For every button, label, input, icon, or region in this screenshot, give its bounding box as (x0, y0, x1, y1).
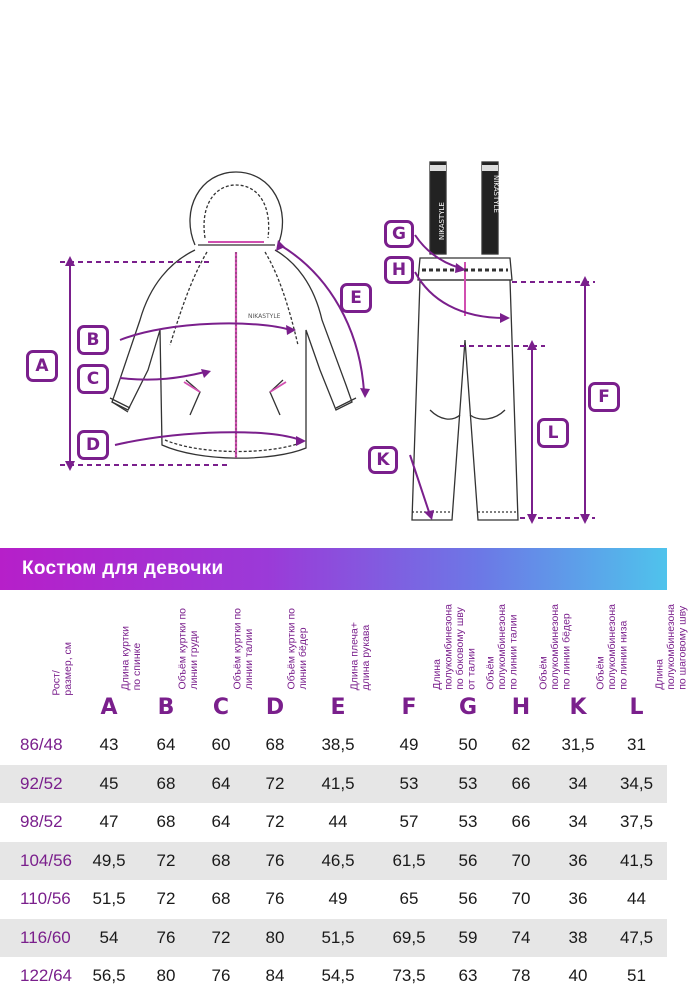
table-row (0, 880, 667, 918)
value-cell: 49 (328, 889, 348, 908)
column-letter-g: G (458, 695, 478, 720)
table-header (0, 590, 688, 726)
value-cell: 63 (458, 966, 478, 985)
value-cell: 45 (99, 773, 119, 793)
size-cell: 110/56 (20, 889, 71, 908)
value-cell: 36 (568, 850, 588, 870)
size-column-header (0, 590, 80, 726)
badge-d: D (77, 430, 109, 460)
column-label-d: Объём куртки по линии бёдер (285, 608, 309, 690)
value-cell: 68 (156, 812, 176, 831)
value-cell: 72 (211, 927, 231, 947)
value-cell: 44 (627, 889, 646, 908)
column-label-a: Длина куртки по спинке (119, 625, 143, 690)
column-header-e (302, 590, 374, 726)
value-cell: 72 (265, 773, 285, 793)
column-label-e: Длина плеча+ длина рукава (348, 621, 372, 690)
badge-k: K (368, 446, 398, 474)
column-header-g (444, 590, 520, 726)
value-cell: 56 (458, 889, 478, 908)
value-cell: 53 (458, 812, 478, 831)
value-cell: 37,5 (619, 812, 654, 831)
value-cell: 64 (211, 812, 231, 831)
size-cell: 104/56 (20, 850, 72, 870)
value-cell: 73,5 (392, 966, 426, 985)
column-letter-e: E (330, 695, 346, 720)
table-row (0, 919, 667, 957)
table-row (0, 842, 667, 880)
badge-c: C (77, 364, 109, 394)
value-cell: 60 (211, 735, 231, 754)
value-cell: 65 (399, 889, 419, 908)
value-cell: 49 (399, 735, 419, 754)
value-cell: 54 (99, 927, 119, 947)
value-cell: 68 (156, 773, 176, 793)
column-label-g: Объём полукомбинезона по линии талии (484, 604, 520, 690)
badge-h: H (384, 256, 414, 284)
value-cell: 74 (511, 927, 531, 947)
value-cell: 76 (211, 966, 231, 985)
value-cell: 66 (511, 812, 531, 831)
value-cell: 70 (511, 850, 531, 870)
value-cell: 50 (458, 735, 478, 754)
badge-e: E (340, 283, 372, 313)
value-cell: 57 (399, 812, 419, 831)
column-header-h (492, 590, 573, 726)
banner-title: Костюм для девочки (22, 558, 224, 579)
value-cell: 72 (265, 812, 285, 831)
column-label-l: Длина полукомбинезона по шаговому шву (652, 604, 688, 690)
value-cell: 62 (511, 735, 531, 754)
value-cell: 61,5 (392, 850, 426, 870)
value-cell: 31 (627, 735, 646, 754)
size-cell: 122/64 (20, 966, 72, 985)
column-header-l (606, 590, 688, 726)
value-cell: 51,5 (92, 889, 126, 908)
jacket-drawing (110, 172, 356, 458)
column-letter-a: A (100, 695, 118, 720)
column-letter-h: H (511, 695, 531, 720)
value-cell: 34,5 (619, 773, 654, 793)
value-cell: 36 (568, 889, 588, 908)
value-cell: 34 (568, 812, 588, 831)
column-header-c (194, 590, 255, 726)
column-letter-f: F (401, 695, 417, 720)
value-cell: 64 (211, 773, 231, 793)
column-label-f: Длина полукомбинезона по боковому шву от талии (431, 604, 478, 690)
table-row (0, 803, 667, 841)
badge-f: F (588, 382, 620, 412)
value-cell: 38 (568, 927, 588, 947)
column-label-b: Объём куртки по линии груди (176, 608, 200, 690)
value-cell: 80 (156, 966, 176, 985)
value-cell: 69,5 (392, 927, 426, 947)
value-cell: 80 (265, 927, 285, 947)
size-cell: 98/52 (20, 812, 63, 831)
value-cell: 68 (211, 850, 231, 870)
value-cell: 38,5 (321, 735, 355, 754)
value-cell: 76 (265, 850, 285, 870)
value-cell: 68 (211, 889, 231, 908)
value-cell: 56,5 (92, 966, 126, 985)
column-header-a (80, 590, 143, 726)
value-cell: 64 (156, 735, 176, 754)
size-header-label: Рост/ размер, см (50, 642, 74, 696)
value-cell: 84 (265, 966, 285, 985)
value-cell: 76 (265, 889, 285, 908)
value-cell: 34 (568, 773, 588, 793)
column-letter-b: B (157, 695, 175, 720)
size-cell: 86/48 (20, 735, 63, 754)
overalls-measure-lines (410, 235, 595, 518)
strap-brand-label-right: NIKASTYLE (492, 175, 500, 213)
column-letter-c: C (212, 695, 230, 720)
value-cell: 72 (156, 850, 176, 870)
badge-b: B (77, 325, 109, 355)
column-label-k: Объём полукомбинезона по линии низа (594, 604, 630, 690)
column-label-h: Объём полукомбинезона по линии бёдер (537, 604, 573, 690)
value-cell: 70 (511, 889, 531, 908)
badge-a: A (26, 350, 58, 382)
value-cell: 59 (458, 927, 478, 947)
value-cell: 54,5 (321, 966, 355, 985)
value-cell: 78 (511, 966, 531, 985)
value-cell: 53 (399, 773, 419, 793)
value-cell: 40 (568, 966, 588, 985)
column-letter-d: D (265, 695, 285, 720)
value-cell: 66 (511, 773, 531, 793)
badge-g: G (384, 220, 414, 248)
value-cell: 51,5 (321, 927, 355, 947)
column-header-k (550, 590, 630, 726)
column-letter-l: L (629, 695, 644, 720)
size-cell: 92/52 (20, 773, 63, 793)
size-table (0, 590, 688, 1000)
title-banner (0, 548, 667, 590)
table-row (0, 765, 667, 803)
value-cell: 44 (328, 812, 348, 831)
column-header-d (248, 590, 309, 726)
strap-brand-label-left: NIKASTYLE (438, 202, 446, 240)
value-cell: 49,5 (92, 850, 126, 870)
column-header-b (138, 590, 200, 726)
column-letter-k: K (569, 695, 587, 720)
value-cell: 68 (265, 735, 285, 754)
overalls-drawing (412, 162, 518, 520)
table-row (0, 726, 667, 764)
value-cell: 76 (156, 927, 176, 947)
value-cell: 41,5 (321, 773, 355, 793)
value-cell: 53 (458, 773, 478, 793)
value-cell: 43 (99, 735, 119, 754)
badge-l: L (537, 418, 569, 448)
value-cell: 72 (156, 889, 176, 908)
value-cell: 46,5 (321, 850, 355, 870)
column-label-c: Объём куртки по линии талии (231, 608, 255, 690)
value-cell: 31,5 (561, 735, 595, 754)
value-cell: 47,5 (619, 927, 654, 947)
jacket-brand-label: NIKASTYLE (248, 313, 281, 320)
value-cell: 51 (627, 966, 646, 985)
column-header-f (374, 590, 478, 726)
table-row (0, 957, 667, 995)
value-cell: 47 (99, 812, 119, 831)
value-cell: 41,5 (619, 850, 654, 870)
size-cell: 116/60 (20, 927, 71, 947)
value-cell: 56 (458, 850, 478, 870)
